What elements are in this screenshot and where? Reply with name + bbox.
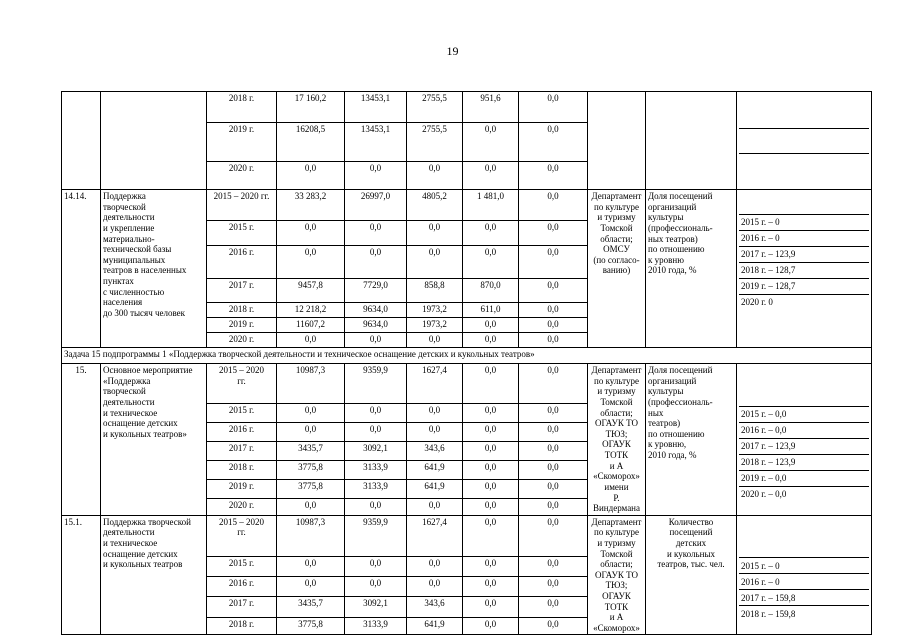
funding-cell: 0,0 — [519, 423, 588, 442]
funding-cell: 0,0 — [519, 576, 588, 596]
total-cell: 10987,3 — [277, 364, 345, 404]
funding-cell: 0,0 — [345, 221, 407, 246]
indicator-cell: Количество посещений детских и кукольных театров, тыс. чел. — [646, 515, 737, 635]
indicator-cell: Доля посещений организаций культуры (профессиональ- ных театров) по отношению к уровню 2010 года, % — [646, 190, 737, 348]
total-cell: 16208,5 — [277, 122, 345, 161]
funding-cell: 0,0 — [519, 515, 588, 556]
indicator-values-cell — [737, 190, 872, 348]
funding-cell: 0,0 — [345, 246, 407, 279]
total-cell: 12 218,2 — [277, 303, 345, 318]
funding-cell: 0,0 — [345, 576, 407, 596]
funding-cell: 343,6 — [407, 597, 463, 617]
item-number-cell: 14.14. — [62, 190, 101, 348]
indicator-value: 2016 г. – 0,0 — [739, 422, 869, 438]
funding-cell: 1627,4 — [407, 364, 463, 404]
indicator-value — [739, 128, 869, 153]
year-cell: 2018 г. — [207, 92, 277, 123]
indicator-value: 2018 г. – 123,9 — [739, 454, 869, 470]
year-cell: 2018 г. — [207, 461, 277, 480]
year-cell: 2015 г. — [207, 221, 277, 246]
funding-cell: 4805,2 — [407, 190, 463, 221]
funding-cell: 0,0 — [345, 423, 407, 442]
funding-cell: 0,0 — [519, 161, 588, 190]
task-heading: Задача 15 подпрограммы 1 «Поддержка творческой деятельности и техническое оснащение детских и кукольных театров» — [62, 348, 872, 364]
funding-cell: 2755,5 — [407, 122, 463, 161]
total-cell: 0,0 — [277, 576, 345, 596]
funding-cell: 0,0 — [463, 318, 519, 333]
total-cell: 0,0 — [277, 246, 345, 279]
indicator-values-cell — [737, 515, 872, 635]
funding-cell: 0,0 — [407, 221, 463, 246]
total-cell: 3775,8 — [277, 480, 345, 499]
funding-cell: 0,0 — [519, 597, 588, 617]
funding-cell: 0,0 — [463, 122, 519, 161]
year-cell: 2017 г. — [207, 442, 277, 461]
funding-cell: 0,0 — [519, 279, 588, 303]
total-cell: 0,0 — [277, 161, 345, 190]
indicator-value — [739, 527, 869, 558]
indicator-value: 2015 г. – 0 — [739, 558, 869, 574]
funding-cell: 0,0 — [345, 333, 407, 348]
total-cell: 0,0 — [277, 404, 345, 423]
funding-cell: 951,6 — [463, 92, 519, 123]
funding-cell: 641,9 — [407, 617, 463, 635]
year-cell: 2020 г. — [207, 499, 277, 516]
funding-cell: 0,0 — [407, 404, 463, 423]
year-cell: 2016 г. — [207, 246, 277, 279]
indicator-values — [739, 376, 869, 502]
total-cell: 3775,8 — [277, 461, 345, 480]
indicator-value: 2018 г. – 159,8 — [739, 606, 869, 622]
year-cell: 2018 г. — [207, 617, 277, 635]
year-cell: 2015 г. — [207, 556, 277, 576]
funding-cell: 3133,9 — [345, 480, 407, 499]
funding-cell: 9359,9 — [345, 515, 407, 556]
funding-cell: 0,0 — [463, 161, 519, 190]
total-cell: 10987,3 — [277, 515, 345, 556]
funding-cell: 0,0 — [407, 333, 463, 348]
funding-cell: 0,0 — [519, 480, 588, 499]
year-cell: 2015 – 2020 гг. — [207, 190, 277, 221]
funding-cell: 13453,1 — [345, 122, 407, 161]
item-name-cell: Основное мероприятие «Поддержка творческой деятельности и техническое оснащение детских и кукольных театров» — [101, 364, 207, 516]
funding-cell: 858,8 — [407, 279, 463, 303]
indicator-values-cell — [737, 364, 872, 516]
indicator-value: 2017 г. – 123,9 — [739, 246, 869, 262]
funding-cell: 0,0 — [463, 461, 519, 480]
funding-cell: 0,0 — [463, 617, 519, 635]
funding-cell: 1973,2 — [407, 303, 463, 318]
item-name-cell: Поддержка творческой деятельности и техническое оснащение детских и кукольных театров — [101, 515, 207, 635]
funding-cell: 0,0 — [519, 246, 588, 279]
indicator-value: 2017 г. – 123,9 — [739, 438, 869, 454]
empty-cell — [588, 92, 646, 190]
year-cell: 2016 г. — [207, 576, 277, 596]
program-table — [61, 91, 872, 635]
funding-cell: 0,0 — [463, 221, 519, 246]
task-row — [62, 348, 872, 364]
funding-cell: 9634,0 — [345, 303, 407, 318]
indicator-value — [739, 104, 869, 129]
year-cell: 2020 г. — [207, 161, 277, 190]
funding-cell: 641,9 — [407, 461, 463, 480]
indicator-value: 2017 г. – 159,8 — [739, 590, 869, 606]
indicator-value: 2020 г. 0 — [739, 294, 869, 310]
indicator-value: 2018 г. – 128,7 — [739, 262, 869, 278]
year-cell: 2018 г. — [207, 303, 277, 318]
executor-cell: Департамент по культуре и туризму Томской области; ОГАУК ТО ТЮЗ; ОГАУК ТОТК и А «Скоморох» — [588, 515, 646, 635]
indicator-cell: Доля посещений организаций культуры (профессиональ- ных театров) по отношению к уровню, 2010 года, % — [646, 364, 737, 516]
funding-cell: 0,0 — [345, 556, 407, 576]
total-cell: 9457,8 — [277, 279, 345, 303]
funding-cell: 0,0 — [407, 161, 463, 190]
funding-cell: 0,0 — [407, 499, 463, 516]
year-cell: 2020 г. — [207, 333, 277, 348]
total-cell: 0,0 — [277, 423, 345, 442]
funding-cell: 0,0 — [519, 556, 588, 576]
funding-cell: 2755,5 — [407, 92, 463, 123]
total-cell: 3435,7 — [277, 597, 345, 617]
indicator-value — [739, 376, 869, 407]
funding-cell: 0,0 — [463, 556, 519, 576]
funding-cell: 3092,1 — [345, 442, 407, 461]
funding-cell: 1627,4 — [407, 515, 463, 556]
funding-cell: 0,0 — [519, 404, 588, 423]
funding-cell: 0,0 — [519, 318, 588, 333]
funding-cell: 9634,0 — [345, 318, 407, 333]
indicator-value: 2020 г. – 0,0 — [739, 486, 869, 502]
funding-cell: 0,0 — [463, 333, 519, 348]
funding-cell: 0,0 — [463, 442, 519, 461]
table-row — [62, 92, 872, 123]
funding-cell: 870,0 — [463, 279, 519, 303]
total-cell: 0,0 — [277, 499, 345, 516]
total-cell: 11607,2 — [277, 318, 345, 333]
funding-cell: 0,0 — [345, 404, 407, 423]
indicator-value — [739, 153, 869, 178]
indicator-values — [739, 202, 869, 310]
indicator-values — [739, 527, 869, 621]
funding-cell: 1 481,0 — [463, 190, 519, 221]
funding-cell: 0,0 — [519, 122, 588, 161]
funding-cell: 343,6 — [407, 442, 463, 461]
item-name-cell: Поддержка творческой деятельности и укрепление материально- технической базы муниципальных театров в населенных пунктах с численностью населения до 300 тысяч человек — [101, 190, 207, 348]
indicator-value: 2016 г. – 0 — [739, 574, 869, 590]
funding-cell: 0,0 — [519, 364, 588, 404]
funding-cell: 611,0 — [463, 303, 519, 318]
total-cell: 0,0 — [277, 556, 345, 576]
funding-cell: 0,0 — [407, 556, 463, 576]
total-cell: 17 160,2 — [277, 92, 345, 123]
funding-cell: 0,0 — [519, 333, 588, 348]
funding-cell: 0,0 — [519, 499, 588, 516]
funding-cell: 0,0 — [519, 617, 588, 635]
funding-cell: 0,0 — [407, 576, 463, 596]
indicator-value: 2016 г. – 0 — [739, 230, 869, 246]
total-cell: 3775,8 — [277, 617, 345, 635]
year-cell: 2017 г. — [207, 597, 277, 617]
funding-cell: 0,0 — [519, 92, 588, 123]
funding-cell: 7729,0 — [345, 279, 407, 303]
executor-cell: Департамент по культуре и туризму Томской области; ОМСУ (по согласо- ванию) — [588, 190, 646, 348]
funding-cell: 13453,1 — [345, 92, 407, 123]
item-number-cell: 15. — [62, 364, 101, 516]
year-cell: 2015 – 2020 гг. — [207, 515, 277, 556]
funding-cell: 0,0 — [345, 161, 407, 190]
funding-cell: 0,0 — [519, 190, 588, 221]
funding-cell: 9359,9 — [345, 364, 407, 404]
funding-cell: 3133,9 — [345, 617, 407, 635]
year-cell: 2017 г. — [207, 279, 277, 303]
funding-cell: 3092,1 — [345, 597, 407, 617]
funding-cell: 641,9 — [407, 480, 463, 499]
funding-cell: 0,0 — [463, 364, 519, 404]
year-cell: 2019 г. — [207, 318, 277, 333]
funding-cell: 0,0 — [519, 442, 588, 461]
item-number-cell: 15.1. — [62, 515, 101, 635]
indicator-values-cell — [737, 92, 872, 190]
indicator-cell — [646, 92, 737, 190]
indicator-value: 2015 г. – 0,0 — [739, 406, 869, 422]
year-cell: 2015 – 2020 гг. — [207, 364, 277, 404]
indicator-value — [739, 202, 869, 215]
indicator-value: 2019 г. – 0,0 — [739, 470, 869, 486]
funding-cell: 0,0 — [463, 246, 519, 279]
funding-cell: 0,0 — [519, 303, 588, 318]
funding-cell: 0,0 — [463, 499, 519, 516]
indicator-values — [739, 104, 869, 178]
funding-cell: 0,0 — [463, 423, 519, 442]
table-row — [62, 515, 872, 556]
year-cell: 2016 г. — [207, 423, 277, 442]
page-number: 19 — [446, 44, 459, 58]
funding-cell: 0,0 — [407, 246, 463, 279]
funding-cell: 0,0 — [463, 597, 519, 617]
funding-cell: 0,0 — [463, 515, 519, 556]
table-row — [62, 190, 872, 221]
year-cell: 2019 г. — [207, 480, 277, 499]
funding-cell: 0,0 — [519, 461, 588, 480]
item-name-cell — [101, 92, 207, 190]
total-cell: 0,0 — [277, 333, 345, 348]
funding-cell: 0,0 — [345, 499, 407, 516]
executor-cell: Департамент по культуре и туризму Томской области; ОГАУК ТО ТЮЗ; ОГАУК ТОТК и А «Скоморох» имени Р. Виндермана — [588, 364, 646, 516]
funding-cell: 26997,0 — [345, 190, 407, 221]
total-cell: 3435,7 — [277, 442, 345, 461]
funding-cell: 0,0 — [463, 404, 519, 423]
funding-cell: 0,0 — [463, 480, 519, 499]
year-cell: 2019 г. — [207, 122, 277, 161]
item-number-cell — [62, 92, 101, 190]
total-cell: 33 283,2 — [277, 190, 345, 221]
indicator-value: 2015 г. – 0 — [739, 214, 869, 230]
indicator-value: 2019 г. – 128,7 — [739, 278, 869, 294]
funding-cell: 0,0 — [407, 423, 463, 442]
year-cell: 2015 г. — [207, 404, 277, 423]
funding-cell: 1973,2 — [407, 318, 463, 333]
total-cell: 0,0 — [277, 221, 345, 246]
funding-cell: 0,0 — [519, 221, 588, 246]
funding-cell: 3133,9 — [345, 461, 407, 480]
funding-cell: 0,0 — [463, 576, 519, 596]
table-row — [62, 364, 872, 404]
